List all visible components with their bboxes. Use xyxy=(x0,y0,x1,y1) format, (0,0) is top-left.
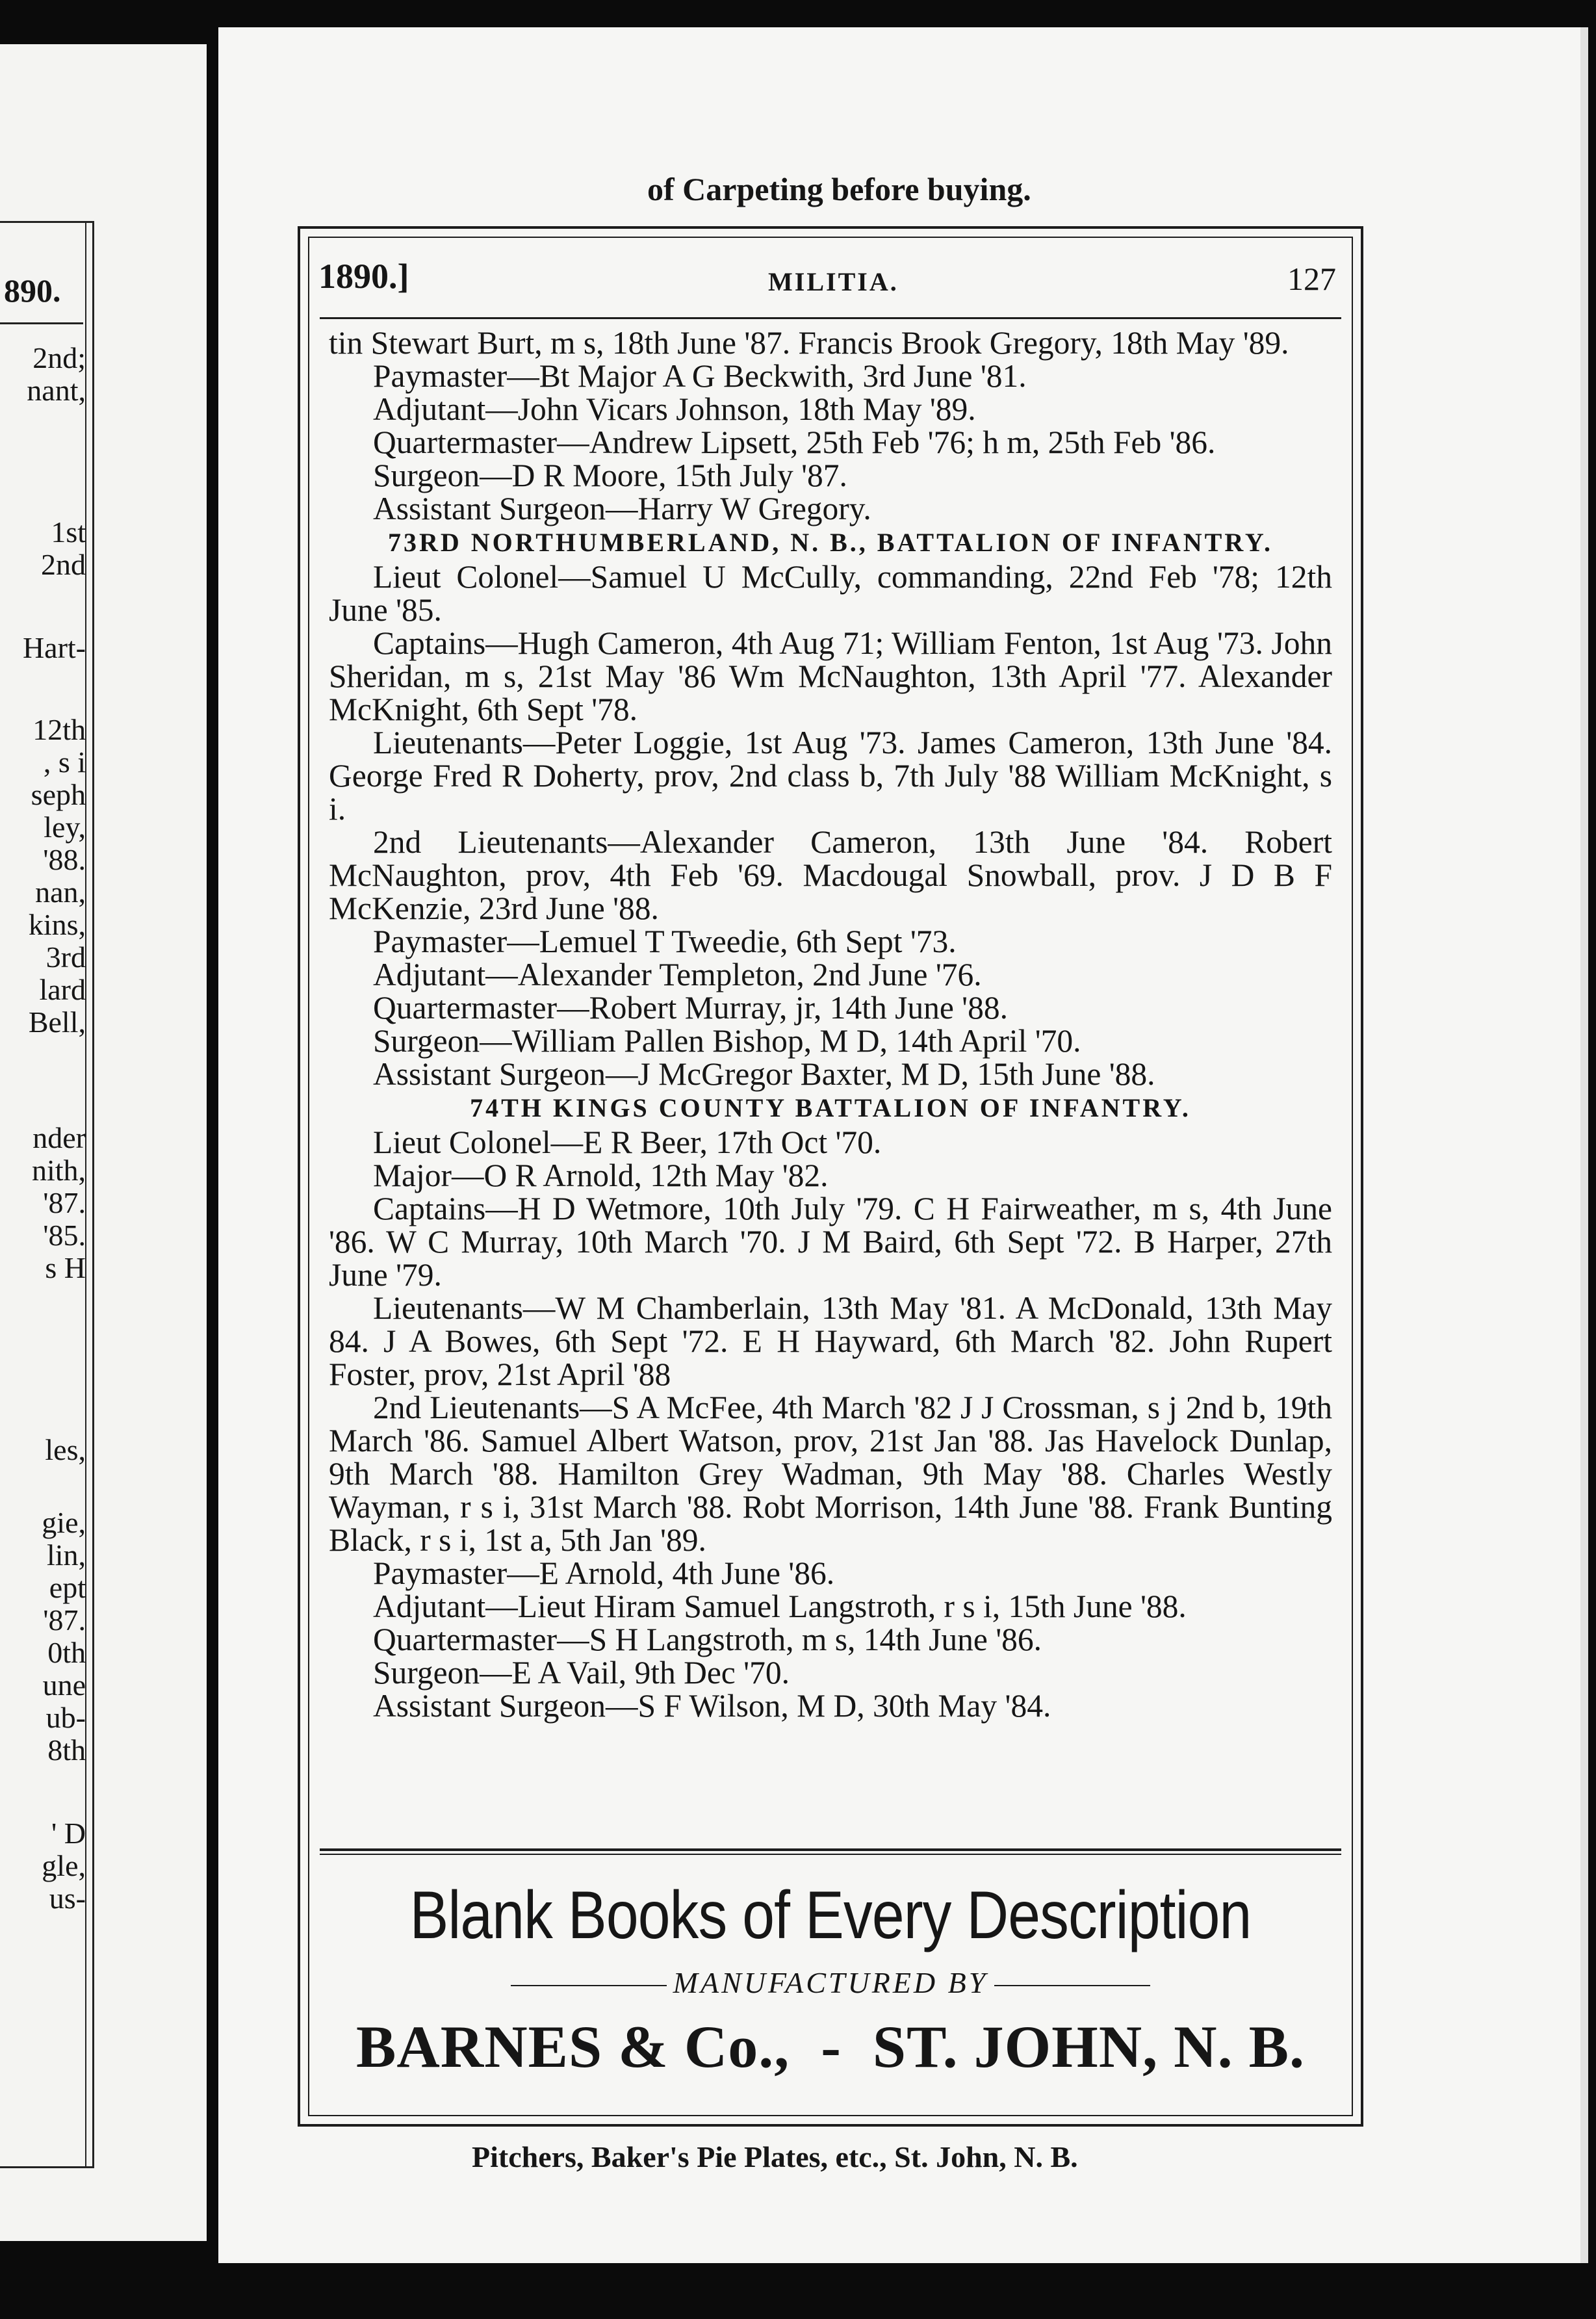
left-page-fragment: lin, xyxy=(46,1538,86,1572)
left-page-fragment: les, xyxy=(45,1433,86,1466)
advert-headline: Blank Books of Every Description xyxy=(409,1878,1252,1953)
battalion-heading: 73RD NORTHUMBERLAND, N. B., BATTALION OF INFANTRY. xyxy=(387,528,1274,557)
left-page-fragment: '87. xyxy=(43,1186,86,1219)
officer-entry: tin Stewart Burt, m s, 18th June '87. Francis Brook Gregory, 18th May '89. xyxy=(329,325,1289,361)
left-page-fragment: 8th xyxy=(47,1733,86,1767)
bottom-advertisement: Pitchers, Baker's Pie Plates, etc., St. John, N. B. xyxy=(472,2140,1078,2173)
left-page-fragment: s H xyxy=(45,1251,86,1284)
advert-subline xyxy=(309,1965,1352,2000)
left-page-fragment: lard xyxy=(39,973,86,1006)
left-page-fragment: ept xyxy=(49,1571,86,1604)
officer-entry: Quartermaster—Andrew Lipsett, 25th Feb '76; h m, 25th Feb '86. xyxy=(373,424,1216,460)
officer-entry: Quartermaster—S H Langstroth, m s, 14th June '86. xyxy=(373,1622,1042,1657)
left-page-fragment: ub- xyxy=(45,1701,86,1734)
officer-entry: Adjutant—John Vicars Johnson, 18th May '89. xyxy=(373,391,976,427)
officer-entry: Lieutenants—Peter Loggie, 1st Aug '73. James Cameron, 13th June '84. George Fred R Doherty, prov, 2nd class b, 7th July '88 William McKnight, s i. xyxy=(329,725,1332,827)
officer-entry: Lieutenants—W M Chamberlain, 13th May '81. A McDonald, 13th May 84. J A Bowes, 6th Sept '72. E H Hayward, 6th March '82. John Rupert Foster, prov, 21st April '88 xyxy=(329,1290,1332,1392)
running-head-title: MILITIA. xyxy=(768,267,899,296)
left-page-fragment: nder xyxy=(32,1121,86,1154)
left-page-fragment: nant, xyxy=(27,374,86,407)
left-page-fragment: ley, xyxy=(44,810,86,844)
officer-entry: Paymaster—Lemuel T Tweedie, 6th Sept '73. xyxy=(373,924,957,959)
officer-entry: Lieut Colonel—E R Beer, 17th Oct '70. xyxy=(373,1124,882,1160)
running-head xyxy=(313,242,1348,304)
advert-rule xyxy=(320,1848,1341,1851)
officer-entry: 2nd Lieutenants—S A McFee, 4th March '82 J J Crossman, s j 2nd b, 19th March '86. Samuel Albert Watson, prov, 21st Jan '88. Jas Havelock Dunlap, 9th March '88. Hamilton Grey Wadman, 9th May '88. Charles Westly Wayman, r s i, 31st March '88. Robt Morrison, 14th June '88. Frank Bunting Black, r s i, 1st a, 5th Jan '89. xyxy=(329,1390,1332,1558)
advert-separator: - xyxy=(821,2014,842,2080)
left-page-fragment: '85. xyxy=(43,1219,86,1252)
officer-entry: Adjutant—Alexander Templeton, 2nd June '76. xyxy=(373,957,982,992)
page-number: 127 xyxy=(1287,261,1336,297)
advert-city: ST. JOHN, N. B. xyxy=(872,2014,1305,2080)
left-page-fragment: 2nd; xyxy=(32,341,86,374)
advertisement-box xyxy=(309,1861,1352,2102)
battalion-heading: 74TH KINGS COUNTY BATTALION OF INFANTRY. xyxy=(470,1093,1191,1122)
left-page-fragment: '88. xyxy=(43,843,86,876)
left-page-fragment: ' D xyxy=(51,1817,86,1850)
officer-entry: Surgeon—William Pallen Bishop, M D, 14th April '70. xyxy=(373,1023,1081,1059)
officer-entry: Adjutant—Lieut Hiram Samuel Langstroth, r s i, 15th June '88. xyxy=(373,1588,1187,1624)
left-page-fragment: 0th xyxy=(47,1636,86,1669)
left-page-fragment: gle, xyxy=(42,1849,86,1882)
advert-dash-left xyxy=(511,1985,667,1986)
officer-entry: Quartermaster—Robert Murray, jr, 14th June '88. xyxy=(373,990,1008,1026)
top-advertisement: of Carpeting before buying. xyxy=(647,171,1031,207)
militia-listing xyxy=(317,326,1344,1722)
left-page-fragment: nan, xyxy=(35,875,86,909)
officer-entry: 2nd Lieutenants—Alexander Cameron, 13th June '84. Robert McNaughton, prov, 4th Feb '69. Macdougal Snowball, prov. J D B F McKenzie, 23rd June '88. xyxy=(329,824,1332,926)
left-page-fragment: 12th xyxy=(32,713,86,746)
advert-company-line xyxy=(309,2012,1352,2081)
officer-entry: Assistant Surgeon—S F Wilson, M D, 30th May '84. xyxy=(373,1688,1051,1724)
officer-entry: Assistant Surgeon—Harry W Gregory. xyxy=(373,491,871,526)
left-page-fragment: nith, xyxy=(31,1154,86,1187)
page-edge xyxy=(1580,27,1588,2263)
advert-dash-right xyxy=(994,1985,1150,1986)
left-page-header-rule xyxy=(0,322,83,324)
left-page-fragment: seph xyxy=(31,778,86,811)
header-rule xyxy=(320,317,1341,319)
officer-entry: Surgeon—E A Vail, 9th Dec '70. xyxy=(373,1655,790,1691)
right-page xyxy=(218,27,1588,2263)
left-page-fragment: kins, xyxy=(28,908,86,941)
left-page-fragment: '87. xyxy=(43,1603,86,1637)
officer-entry: Captains—Hugh Cameron, 4th Aug 71; William Fenton, 1st Aug '73. John Sheridan, m s, 21st May '86 Wm McNaughton, 13th April '77. Alexander McKnight, 6th Sept '78. xyxy=(329,625,1332,727)
left-page-fragment: 1st xyxy=(51,515,86,549)
left-page-fragment: 3rd xyxy=(45,940,86,974)
advert-manufactured-by: MANUFACTURED BY xyxy=(673,1966,988,1999)
page-frame xyxy=(298,226,1363,2127)
advert-rule-thin xyxy=(320,1854,1341,1855)
left-page-fragment: 2nd xyxy=(41,548,86,581)
officer-entry: Paymaster—Bt Major A G Beckwith, 3rd June '81. xyxy=(373,358,1027,394)
officer-entry: Lieut Colonel—Samuel U McCully, commanding, 22nd Feb '78; 12th June '85. xyxy=(329,559,1332,628)
advert-company: BARNES & Co., xyxy=(355,2014,790,2080)
running-head-year: 1890.] xyxy=(318,257,409,296)
officer-entry: Assistant Surgeon—J McGregor Baxter, M D, 15th June '88. xyxy=(373,1056,1155,1092)
left-page-fragment: gie, xyxy=(42,1506,86,1539)
left-page-fragment: us- xyxy=(49,1882,86,1915)
officer-entry: Paymaster—E Arnold, 4th June '86. xyxy=(373,1555,835,1591)
left-facing-page xyxy=(0,44,207,2241)
left-page-fragment: , s i xyxy=(43,745,86,779)
left-page-header: 890. xyxy=(4,272,61,309)
officer-entry: Captains—H D Wetmore, 10th July '79. C H Fairweather, m s, 4th June '86. W C Murray, 10th March '70. J M Baird, 6th Sept '72. B Harper, 27th June '79. xyxy=(329,1191,1332,1293)
left-page-fragment: Bell, xyxy=(28,1005,86,1039)
officer-entry: Major—O R Arnold, 12th May '82. xyxy=(373,1158,829,1193)
left-page-fragment: Hart- xyxy=(22,631,86,664)
officer-entry: Surgeon—D R Moore, 15th July '87. xyxy=(373,458,847,493)
left-page-fragment: une xyxy=(42,1668,86,1702)
